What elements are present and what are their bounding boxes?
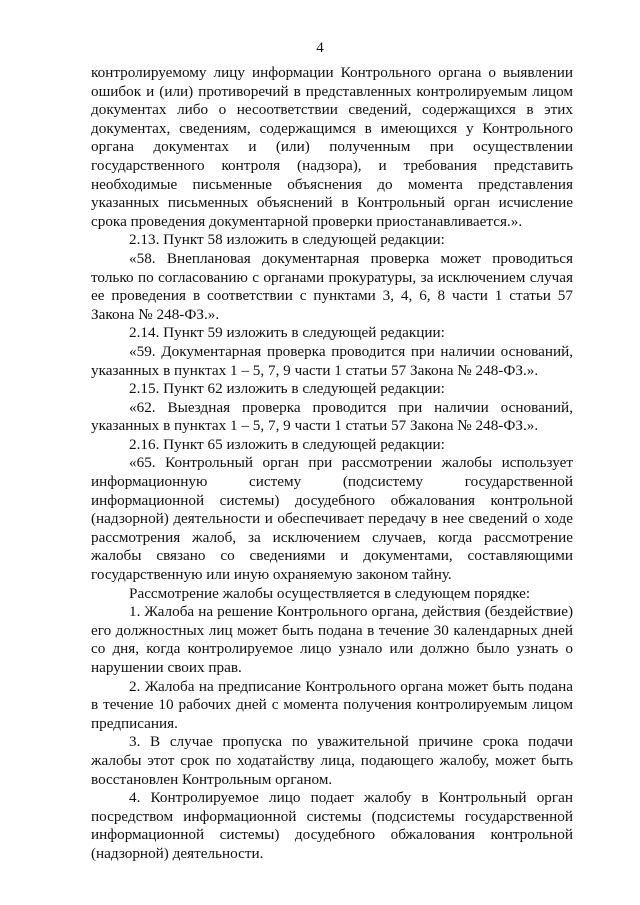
paragraph-item-2-14: 2.14. Пункт 59 изложить в следующей редакции: [129,324,445,342]
paragraph-point-62: «62. Выездная проверка проводится при наличии оснований, указанных в пунктах 1 – 5, 7, 9 части 1 статьи 57 Закона № 248-ФЗ.». [91,398,573,435]
page-number: 4 [316,40,324,56]
paragraph-item-2-13: 2.13. Пункт 58 изложить в следующей редакции: [129,231,445,249]
paragraph-item-2-16: 2.16. Пункт 65 изложить в следующей редакции: [129,435,445,453]
document-body [91,64,573,864]
paragraph-complaint-4: 4. Контролируемое лицо подает жалобу в Контрольный орган посредством информационной системы (подсистемы государственной информационной системы) досудебного обжалования контрольной (надзорной) деятельности. [91,789,573,862]
paragraph-continuation: контролируемому лицу информации Контрольного органа о выявлении ошибок и (или) противоречий в представленных контролируемым лицом документах либо о несоответствии сведений, содержащихся в этих документах, сведениям, содержащимся в имеющихся у Контрольного органа документах и (или) полученным при осуществлении государственного контроля (надзора), и требования представить необходимые письменные объяснения до момента представления указанных письменных объяснений в Контрольный орган исчисление срока проведения документарной проверки приостанавливается.». [91,64,573,230]
paragraph-item-2-15: 2.15. Пункт 62 изложить в следующей редакции: [129,380,445,398]
paragraph-complaint-2: 2. Жалоба на предписание Контрольного органа может быть подана в течение 10 рабочих дней с момента получения контролируемым лицом предписания. [91,677,573,732]
paragraph-point-59: «59. Документарная проверка проводится при наличии оснований, указанных в пунктах 1 – 5, 7, 9 части 1 статьи 57 Закона № 248-ФЗ.». [91,342,573,379]
paragraph-complaint-3: 3. В случае пропуска по уважительной причине срока подачи жалобы этот срок по ходатайству лица, подающего жалобу, может быть восстановлен Контрольным органом. [91,733,573,788]
paragraph-point-65: «65. Контрольный орган при рассмотрении жалобы использует информационную систему (подсистему государственной информационной системы) досудебного обжалования контрольной (надзорной) деятельности и обеспечивает передачу в нее сведений о ходе рассмотрения жалоб, за исключением случаев, когда рассмотрение жалобы связано со сведениями и документами, составляющими государственную или иную охраняемую законом тайну. [91,454,573,584]
paragraph-complaint-1: 1. Жалоба на решение Контрольного органа, действия (бездействие) его должностных лиц может быть подана в течение 30 календарных дней со дня, когда контролируемое лицо узнало или должно было узнать о нарушении своих прав. [91,603,573,676]
paragraph-point-58: «58. Внеплановая документарная проверка может проводиться только по согласованию с органами прокуратуры, за исключением случая ее проведения в соответствии с пунктами 3, 4, 6, 8 части 1 статьи 57 Закона № 248-ФЗ.». [91,249,573,323]
paragraph-complaint-order: Рассмотрение жалобы осуществляется в следующем порядке: [129,584,531,602]
